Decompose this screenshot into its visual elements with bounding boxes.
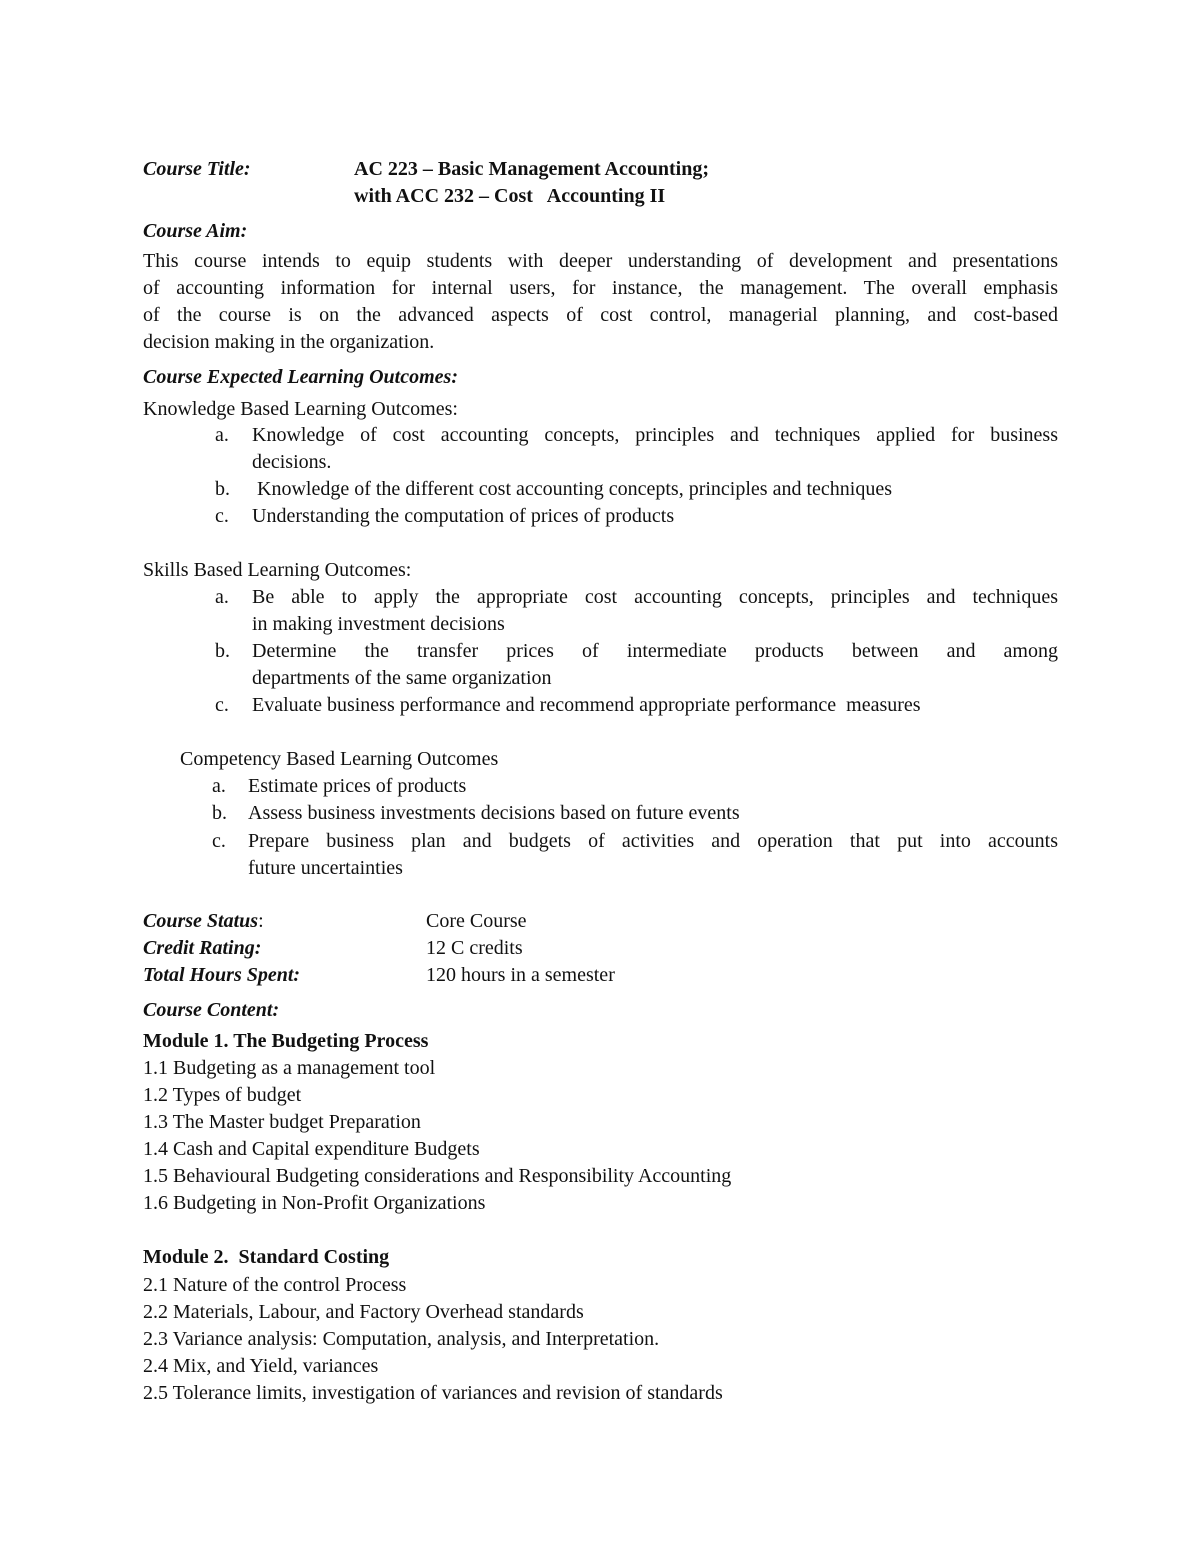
course-title-label: Course Title:	[143, 158, 251, 180]
list-item-line: Evaluate business performance and recommend appropriate performance measures	[252, 694, 921, 716]
module-title: Module 2. Standard Costing	[143, 1246, 390, 1268]
list-marker: a.	[215, 586, 229, 608]
list-item-line: Knowledge of the different cost accounting concepts, principles and techniques	[252, 478, 892, 500]
list-item	[212, 773, 1058, 800]
list-item-text	[252, 422, 1058, 476]
list-item-line: Knowledge of cost accounting concepts, principles and techniques applied for business	[252, 424, 1058, 446]
list-item-line: Determine the transfer prices of intermediate products between and among	[252, 640, 1058, 662]
list-item	[215, 584, 1058, 638]
course-status-label-wrap	[143, 908, 264, 935]
knowledge-outcomes-heading: Knowledge Based Learning Outcomes:	[143, 398, 458, 420]
module-topic: 2.3 Variance analysis: Computation, analysis, and Interpretation.	[143, 1328, 660, 1350]
list-item-line: decisions.	[252, 451, 332, 473]
list-marker: c.	[215, 694, 229, 716]
module-topic: 2.5 Tolerance limits, investigation of variances and revision of standards	[143, 1382, 723, 1404]
course-status-value: Core Course	[426, 910, 527, 932]
course-aim-line: of accounting information for internal users, for instance, the management. The overall emphasis	[143, 277, 1058, 299]
list-item-text	[252, 584, 1058, 638]
module-topic: 1.1 Budgeting as a management tool	[143, 1057, 436, 1079]
list-item	[212, 828, 1058, 882]
list-item	[215, 422, 1058, 476]
module-topic: 2.1 Nature of the control Process	[143, 1274, 407, 1296]
list-marker: b.	[215, 478, 230, 500]
module-topic: 2.2 Materials, Labour, and Factory Overhead standards	[143, 1301, 584, 1323]
list-item-text	[248, 828, 1058, 882]
competency-outcomes-heading: Competency Based Learning Outcomes	[180, 748, 499, 770]
list-item-text	[252, 638, 1058, 692]
module-topic: 1.6 Budgeting in Non-Profit Organizations	[143, 1192, 486, 1214]
course-aim-label: Course Aim:	[143, 220, 248, 242]
course-title-line-2: with ACC 232 – Cost Accounting II	[354, 185, 666, 207]
list-item-line: Estimate prices of products	[248, 775, 467, 797]
list-item-line: in making investment decisions	[252, 613, 505, 635]
learning-outcomes-label: Course Expected Learning Outcomes:	[143, 366, 458, 388]
list-item-line: Understanding the computation of prices of products	[252, 505, 675, 527]
course-aim-paragraph	[143, 248, 1058, 356]
list-marker: c.	[212, 830, 226, 852]
list-item	[215, 638, 1058, 692]
list-marker: a.	[212, 775, 226, 797]
list-item	[212, 800, 1058, 827]
list-marker: a.	[215, 424, 229, 446]
course-aim-line: of the course is on the advanced aspects of cost control, managerial planning, and cost-based	[143, 304, 1058, 326]
course-aim-line: This course intends to equip students with deeper understanding of development and presentations	[143, 250, 1058, 272]
course-title-line-1: AC 223 – Basic Management Accounting;	[354, 158, 709, 180]
module-topic: 1.4 Cash and Capital expenditure Budgets	[143, 1138, 480, 1160]
course-status-colon: :	[258, 910, 264, 932]
course-status-label: Course Status	[143, 910, 259, 932]
module-topic: 1.2 Types of budget	[143, 1084, 302, 1106]
module-topic: 1.5 Behavioural Budgeting considerations and Responsibility Accounting	[143, 1165, 732, 1187]
list-marker: c.	[215, 505, 229, 527]
list-item-line: future uncertainties	[248, 857, 403, 879]
course-content-label: Course Content:	[143, 999, 280, 1021]
list-item	[215, 692, 1058, 719]
list-item-line: Be able to apply the appropriate cost accounting concepts, principles and techniques	[252, 586, 1058, 608]
list-item-line: Assess business investments decisions based on future events	[248, 802, 740, 824]
list-item-line: Prepare business plan and budgets of activities and operation that put into accounts	[248, 830, 1058, 852]
module-topic: 2.4 Mix, and Yield, variances	[143, 1355, 379, 1377]
course-aim-line: decision making in the organization.	[143, 331, 435, 353]
list-marker: b.	[212, 802, 227, 824]
list-item	[215, 476, 1058, 503]
credit-rating-label: Credit Rating:	[143, 937, 262, 959]
total-hours-value: 120 hours in a semester	[426, 964, 615, 986]
total-hours-label: Total Hours Spent:	[143, 964, 301, 986]
module-topic: 1.3 The Master budget Preparation	[143, 1111, 421, 1133]
module-title: Module 1. The Budgeting Process	[143, 1030, 429, 1052]
list-marker: b.	[215, 640, 230, 662]
credit-rating-value: 12 C credits	[426, 937, 523, 959]
skills-outcomes-heading: Skills Based Learning Outcomes:	[143, 559, 412, 581]
list-item-line: departments of the same organization	[252, 667, 552, 689]
list-item	[215, 503, 1058, 530]
